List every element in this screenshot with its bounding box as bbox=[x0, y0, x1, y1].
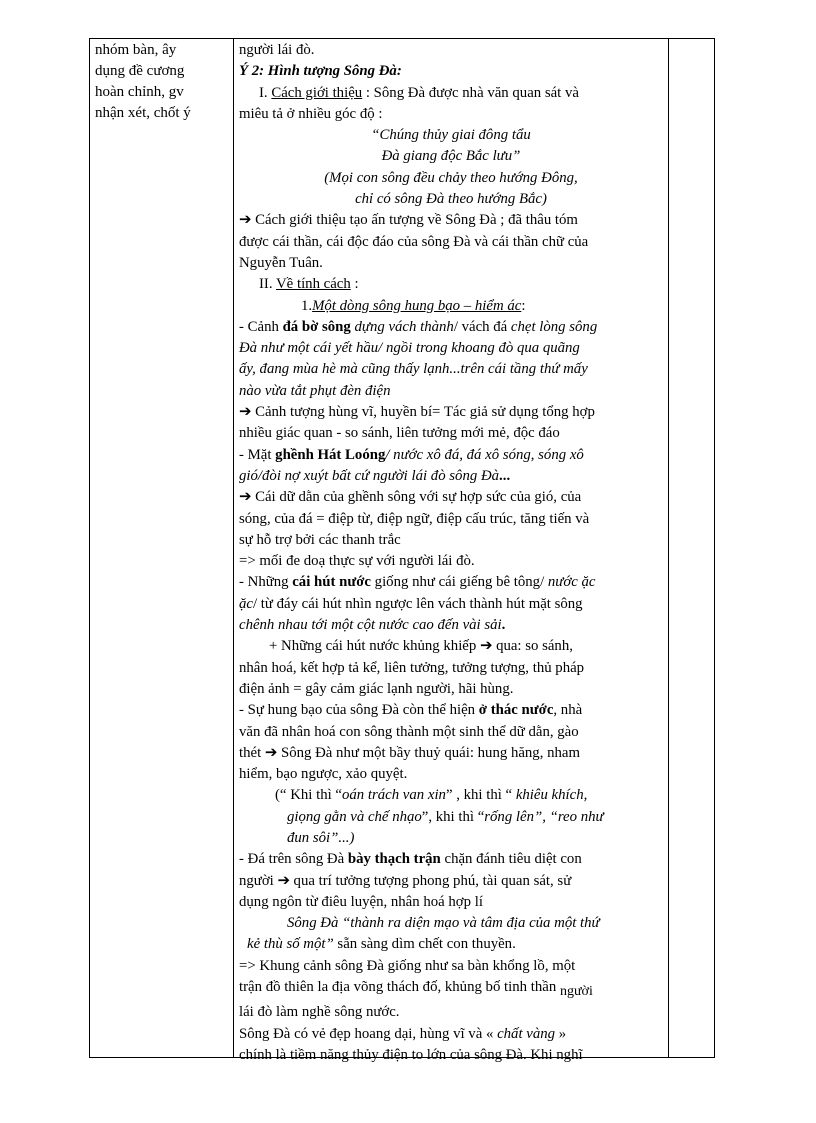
subheading: Cách giới thiệu bbox=[271, 84, 363, 101]
text-line: đun sôi”...) bbox=[287, 829, 355, 846]
quote-line: (Mọi con sông đều chảy theo hướng Đông, bbox=[324, 169, 578, 186]
activity-column bbox=[95, 40, 228, 124]
text-line: Nguyễn Tuân. bbox=[239, 254, 323, 271]
text-line: Sông Đà có vẻ đẹp hoang dại, hùng vĩ và « chất vàng » bbox=[239, 1025, 567, 1042]
text-line: được cái thần, cái độc đáo của sông Đà và cái thần chữ của bbox=[239, 233, 589, 250]
text-line: + Những cái hút nước khủng khiếp ➔ qua: so sánh, bbox=[269, 638, 573, 655]
column-divider bbox=[233, 39, 234, 1057]
content-column bbox=[239, 40, 663, 1066]
text-line: chênh nhau tới một cột nước cao đến vài sải. bbox=[239, 617, 506, 634]
text-line: thét ➔ Sông Đà như một bầy thuỷ quái: hung hăng, nham bbox=[239, 744, 580, 761]
text-line: (“ Khi thì “oán trách van xin” , khi thì “ khiêu khích, bbox=[275, 787, 588, 804]
text-line: lái đò làm nghề sông nước. bbox=[239, 1004, 400, 1021]
section-heading: Ý 2: Hình tượng Sông Đà: bbox=[239, 63, 402, 80]
activity-line: nhóm bàn, ây bbox=[95, 42, 177, 58]
text-line: - Sự hung bạo của sông Đà còn thể hiện ở thác nước, nhà bbox=[239, 702, 583, 719]
quote-line: Đà giang độc Bắc lưu” bbox=[381, 148, 521, 165]
text-line: nhân hoá, kết hợp tả kể, liên tưởng, tưởng tượng, thủ pháp bbox=[239, 659, 585, 676]
text-line: ➔ Cái dữ dằn của ghềnh sông với sự hợp sức của gió, của bbox=[239, 489, 582, 506]
quote-line: chỉ có sông Đà theo hướng Bắc) bbox=[355, 191, 547, 208]
activity-line: nhận xét, chốt ý bbox=[95, 105, 191, 121]
text-line: nào vừa tắt phụt đèn điện bbox=[239, 382, 391, 399]
text-line: ➔ Cách giới thiệu tạo ấn tượng về Sông Đà ; đã thâu tóm bbox=[239, 212, 578, 229]
subheading: Một dòng sông hung bạo – hiểm ác bbox=[312, 297, 522, 314]
text-line: Đà như một cái yết hầu/ ngồi trong khoang đò qua quãng bbox=[239, 340, 580, 357]
text-line: người lái đò. bbox=[239, 42, 315, 58]
text-line: - Cảnh đá bờ sông dựng vách thành/ vách đá chẹt lòng sông bbox=[239, 318, 598, 335]
text-line: - Những cái hút nước giống như cái giếng bê tông/ nước ặc bbox=[239, 574, 596, 591]
text-line: người ➔ qua trí tưởng tượng phong phú, tài quan sát, sử bbox=[239, 872, 572, 889]
text-line: I. Cách giới thiệu : Sông Đà được nhà văn quan sát và bbox=[259, 84, 579, 101]
text-line: hiểm, bạo ngược, xảo quyệt. bbox=[239, 766, 408, 783]
text-line: trận đồ thiên la địa võng thách đố, khủng bố tinh thần người bbox=[239, 979, 593, 1000]
activity-line: dụng đề cương bbox=[95, 63, 185, 79]
text-line: dụng ngôn từ điêu luyện, nhân hoá hợp lí bbox=[239, 893, 483, 910]
text-line: 1.Một dòng sông hung bạo – hiểm ác: bbox=[301, 297, 526, 314]
quote-line: “Chúng thủy giai đông tẩu bbox=[371, 127, 531, 144]
text-line: ặc/ từ đáy cái hút nhìn ngược lên vách thành hút mặt sông bbox=[239, 595, 583, 612]
text-line: => mối đe doạ thực sự với người lái đò. bbox=[239, 553, 475, 570]
lesson-table bbox=[89, 38, 715, 1063]
column-divider bbox=[668, 39, 669, 1057]
text-line: nhiều giác quan - so sánh, liên tưởng mới mẻ, độc đáo bbox=[239, 425, 560, 442]
text-line: ➔ Cảnh tượng hùng vĩ, huyền bí= Tác giả sử dụng tổng hợp bbox=[239, 404, 595, 421]
text-line: ấy, đang mùa hè mà cũng thấy lạnh...trên cái tầng thứ mấy bbox=[239, 361, 588, 378]
text-line: Sông Đà “thành ra diện mạo và tâm địa của một thứ bbox=[287, 915, 600, 932]
text-line: sự hỗ trợ bởi các thanh trắc bbox=[239, 531, 401, 548]
text-line: giọng gằn và chế nhạo”, khi thì “rống lên”, “reo như bbox=[287, 808, 604, 825]
text-line: sóng, của đá = điệp từ, điệp ngữ, điệp cấu trúc, tăng tiến và bbox=[239, 510, 590, 527]
text-line: => Khung cảnh sông Đà giống như sa bàn khổng lồ, một bbox=[239, 957, 576, 974]
text-line: II. Về tính cách : bbox=[259, 276, 359, 293]
subheading: Về tính cách bbox=[276, 276, 351, 293]
activity-line: hoàn chỉnh, gv bbox=[95, 84, 184, 100]
text-line: điện ảnh = gây cảm giác lạnh người, hãi hùng. bbox=[239, 680, 514, 697]
text-line: chính là tiềm năng thủy điện to lớn của sông Đà. Khi nghĩ bbox=[239, 1046, 583, 1063]
text-line: văn đã nhân hoá con sông thành một sinh thể dữ dằn, gào bbox=[239, 723, 579, 740]
text-line: kẻ thù số một” sẵn sàng dìm chết con thuyền. bbox=[247, 936, 516, 953]
text-line: - Đá trên sông Đà bày thạch trận chặn đánh tiêu diệt con bbox=[239, 851, 582, 868]
text-line: miêu tả ở nhiều góc độ : bbox=[239, 105, 383, 122]
text-line: gió/đòi nợ xuýt bất cứ người lái đò sông Đà... bbox=[239, 467, 511, 484]
text-line: - Mặt ghềnh Hát Loóng/ nước xô đá, đá xô sóng, sóng xô bbox=[239, 446, 584, 463]
